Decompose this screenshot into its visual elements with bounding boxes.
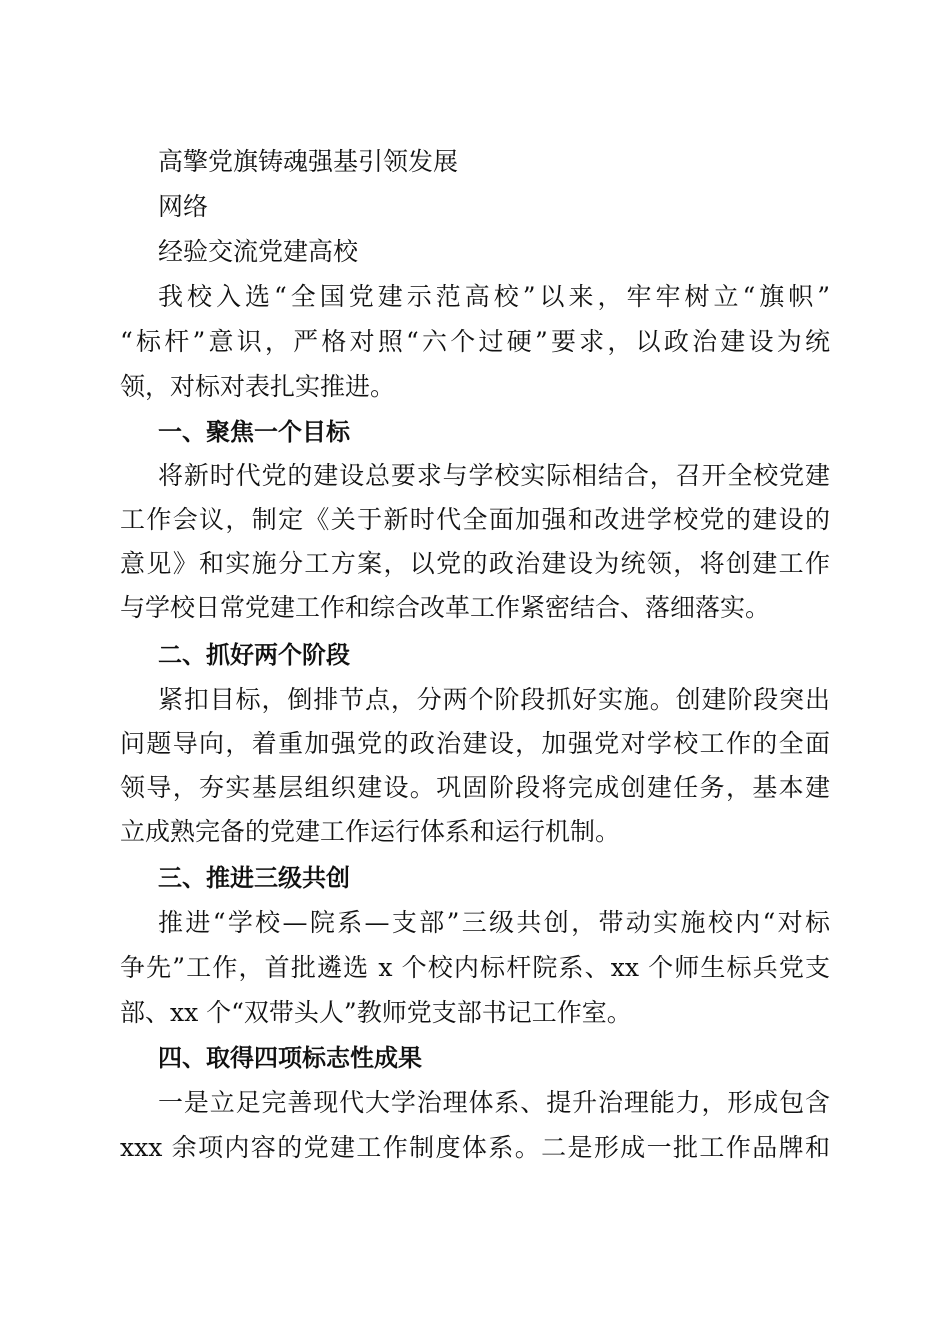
section-1-heading: 一、聚焦一个目标 <box>158 418 350 446</box>
intro-line-1: 我校入选“全国党建示范高校”以来，牢牢树立“旗帜” <box>158 282 830 311</box>
section-1-line-3: 意见》和实施分工方案，以党的政治建设为统领，将创建工作 <box>120 549 830 578</box>
section-2-heading: 二、抓好两个阶段 <box>158 641 350 669</box>
section-1-line-2: 工作会议，制定《关于新时代全面加强和改进学校党的建设的 <box>120 505 830 534</box>
section-3-heading: 三、推进三级共创 <box>158 864 350 892</box>
section-4-line-2: xxx 余项内容的党建工作制度体系。二是形成一批工作品牌和 <box>120 1133 830 1162</box>
section-4-line-1: 一是立足完善现代大学治理体系、提升治理能力，形成包含 <box>158 1088 830 1117</box>
intro-line-2: “标杆”意识，严格对照“六个过硬”要求，以政治建设为统 <box>120 327 830 356</box>
intro-line-3: 领，对标对表扎实推进。 <box>120 372 396 401</box>
section-3-line-2: 争先”工作，首批遴选 x 个校内标杆院系、xx 个师生标兵党支 <box>120 953 830 982</box>
title-line-1: 高擎党旗铸魂强基引领发展 <box>158 147 459 176</box>
section-2-line-4: 立成熟完备的党建工作运行体系和运行机制。 <box>120 817 621 846</box>
section-1-line-1: 将新时代党的建设总要求与学校实际相结合，召开全校党建 <box>158 461 830 490</box>
section-2-line-2: 问题导向，着重加强党的政治建设，加强党对学校工作的全面 <box>120 729 830 758</box>
section-3-line-1: 推进“学校—院系—支部”三级共创，带动实施校内“对标 <box>158 908 830 937</box>
section-4-heading: 四、取得四项标志性成果 <box>158 1044 422 1072</box>
section-2-line-1: 紧扣目标，倒排节点，分两个阶段抓好实施。创建阶段突出 <box>158 685 830 714</box>
section-3-line-3: 部、xx 个“双带头人”教师党支部书记工作室。 <box>120 998 632 1027</box>
title-line-3: 经验交流党建高校 <box>158 237 359 266</box>
title-line-2: 网络 <box>158 192 209 221</box>
section-2-line-3: 领导，夯实基层组织建设。巩固阶段将完成创建任务，基本建 <box>120 773 830 802</box>
section-1-line-4: 与学校日常党建工作和综合改革工作紧密结合、落细落实。 <box>120 593 771 622</box>
